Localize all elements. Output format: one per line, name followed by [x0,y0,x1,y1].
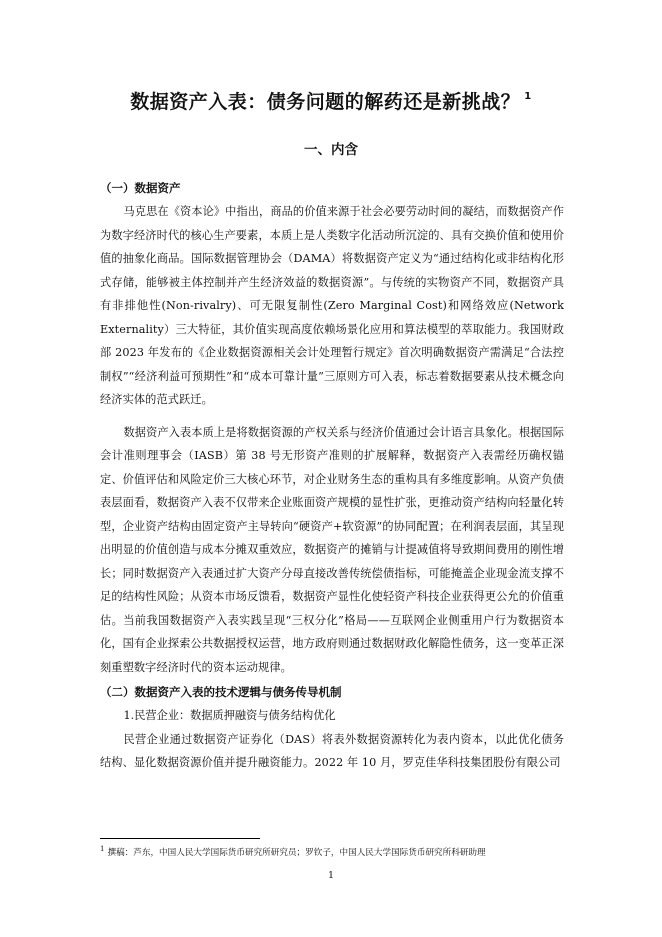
document-title: 数据资产入表：债务问题的解药还是新挑战？ $^1$ [130,90,532,113]
paragraph-2: 数据资产入表本质上是将数据资源的产权关系与经济价值通过会计语言具象化。根据国际会计准则理事会（IASB）第 38 号无形资产准则的扩展解释，数据资产入表需经历确权锚定、价值评估和风险定价三大核心环节，对企业财务生态的重构具有多维度影响。从资产负债表层面看，数据资产入表不仅带来企业账面资产规模的显性扩张，更推动资产结构向轻量化转型，企业资产结构由固定资产主导转向“硬资产+软资源”的协同配置；在利润表层面，其呈现出明显的价值创造与成本分摊双重效应，数据资产的摊销与计提减值将导致期间费用的刚性增长；同时数据资产入表通过扩大资产分母直接改善传统偿债指标，可能掩盖企业现金流支撑不足的结构性风险；从资本市场反馈看，数据资产显性化使轻资产科技企业获得更公允的价值重估。当前我国数据资产入表实践呈现“三权分化”格局——互联网企业侧重用户行为数据资本化，国有企业探索公共数据授权运营，地方政府则通过数据财政化解隐性债务，这一变革正深刻重塑数字经济时代的资本运动规律。 [100,425,564,674]
title-footnote-mark: 1 [524,90,532,102]
footnote-mark: 1 [100,845,105,853]
subsubheading-private-enterprises: 1.民营企业：数据质押融资与债务结构优化 [123,709,336,722]
footnote [100,843,570,859]
paragraph-1: 马克思在《资本论》中指出，商品的价值来源于社会必要劳动时间的凝结，而数据资产作为数字经济时代的核心生产要素，本质上是人类数字化活动所沉淀的、具有交换价值和使用价值的抽象化商品。国际数据管理协会（DAMA）将数据资产定义为“通过结构化或非结构化形式存储，能够被主体控制并产生经济效益的数据资源”。与传统的实物资产不同，数据资产具有非排他性(Non-rivalry)、可无限复制性(Zero Marginal Cost)和网络效应(Network Externality）三大特征，其价值实现高度依赖场景化应用和算法模型的萃取能力。我国财政部 2023 年发布的《企业数据资源相关会计处理暂行规定》首次明确数据资产需满足“合法控制权”“经济利益可预期性”和“成本可靠计量”三原则方可入表，标志着数据要素从技术概念向经济实体的范式跃迁。 [100,205,564,406]
body-content [100,177,564,775]
section-heading: 一、内含 [304,142,358,158]
paragraph-3: 民营企业通过数据资产证券化（DAS）将表外数据资源转化为表内资本，以此优化债务结构、显化数据资源价值并提升融资能力。2022 年 10 月，罗克佳华科技集团股份有限公司 [100,732,564,769]
subheading-data-assets: （一）数据资产 [100,181,181,195]
subheading-tech-logic: （二）数据资产入表的技术逻辑与债务传导机制 [100,685,342,699]
page-number: 1 [327,870,335,881]
footnote-divider [100,838,260,839]
footnote-text: 撰稿：芦东，中国人民大学国际货币研究所研究员；罗钦子，中国人民大学国际货币研究所科研助理 [107,847,486,858]
